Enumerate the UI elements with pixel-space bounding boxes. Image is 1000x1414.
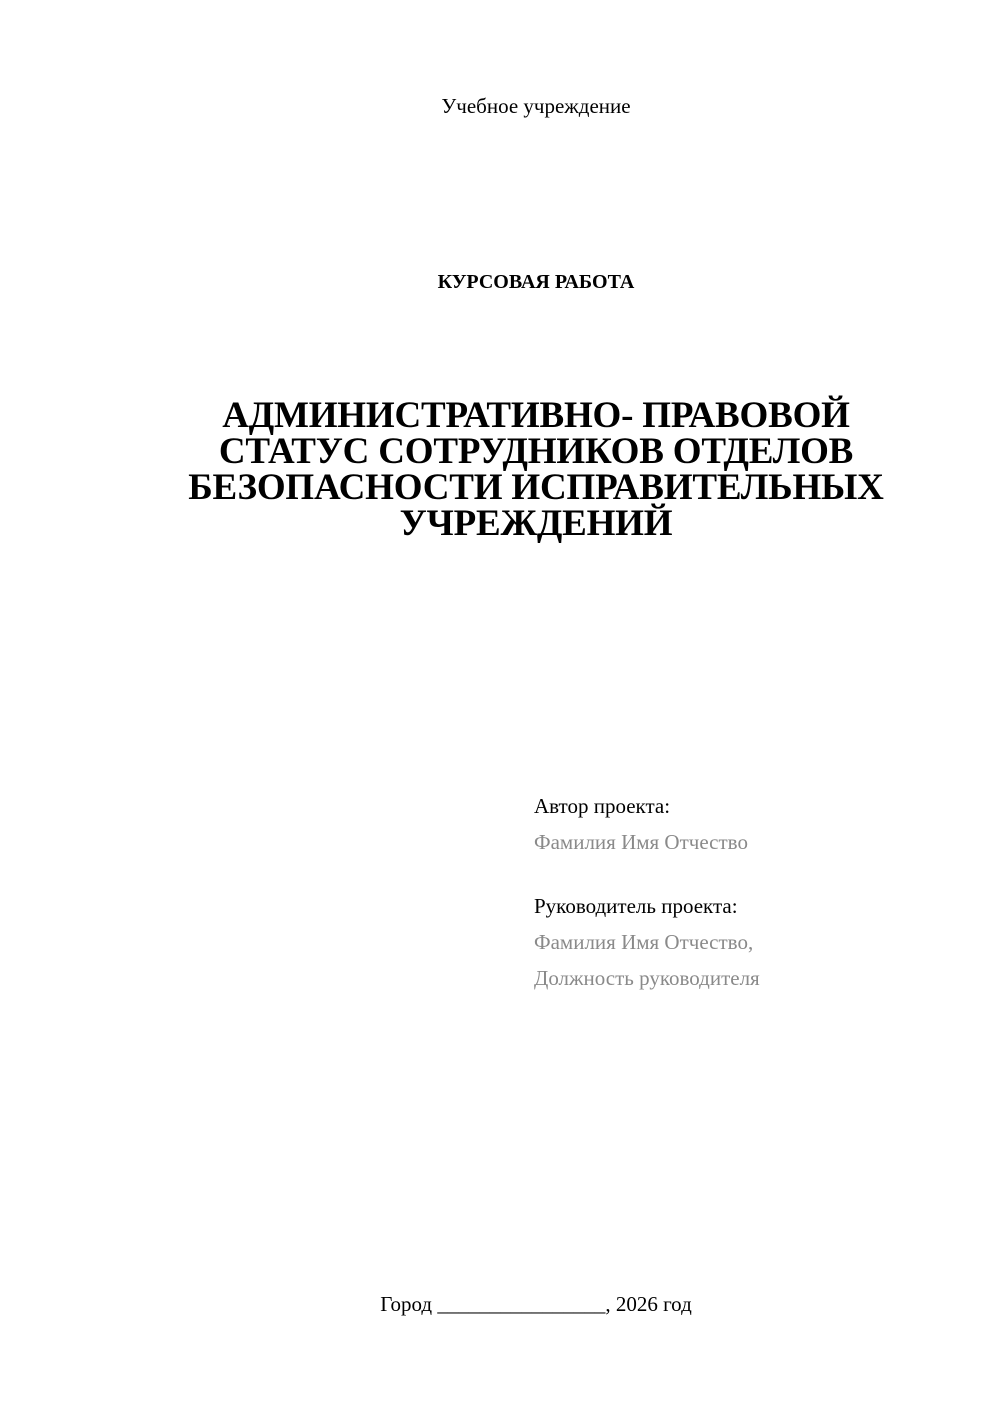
credits-block	[534, 788, 954, 996]
author-name: Фамилия Имя Отчество	[534, 830, 748, 854]
title-line-4: УЧРЕЖДЕНИЙ	[399, 503, 673, 544]
author-label: Автор проекта:	[534, 794, 671, 818]
title-line-3: БЕЗОПАСНОСТИ ИСПРАВИТЕЛЬНЫХ	[188, 467, 884, 508]
title-line-2: СТАТУС СОТРУДНИКОВ ОТДЕЛОВ	[218, 431, 854, 472]
work-type-heading: КУРСОВАЯ РАБОТА	[437, 271, 635, 293]
institution-name: Учебное учреждение	[441, 94, 631, 118]
supervisor-name: Фамилия Имя Отчество,	[534, 930, 754, 954]
supervisor-label: Руководитель проекта:	[534, 894, 738, 918]
document-title	[160, 395, 912, 544]
city-year-line: Город ________________, 2026 год	[380, 1292, 692, 1316]
supervisor-position: Должность руководителя	[534, 966, 760, 990]
title-line-1: АДМИНИСТРАТИВНО- ПРАВОВОЙ	[222, 395, 850, 436]
